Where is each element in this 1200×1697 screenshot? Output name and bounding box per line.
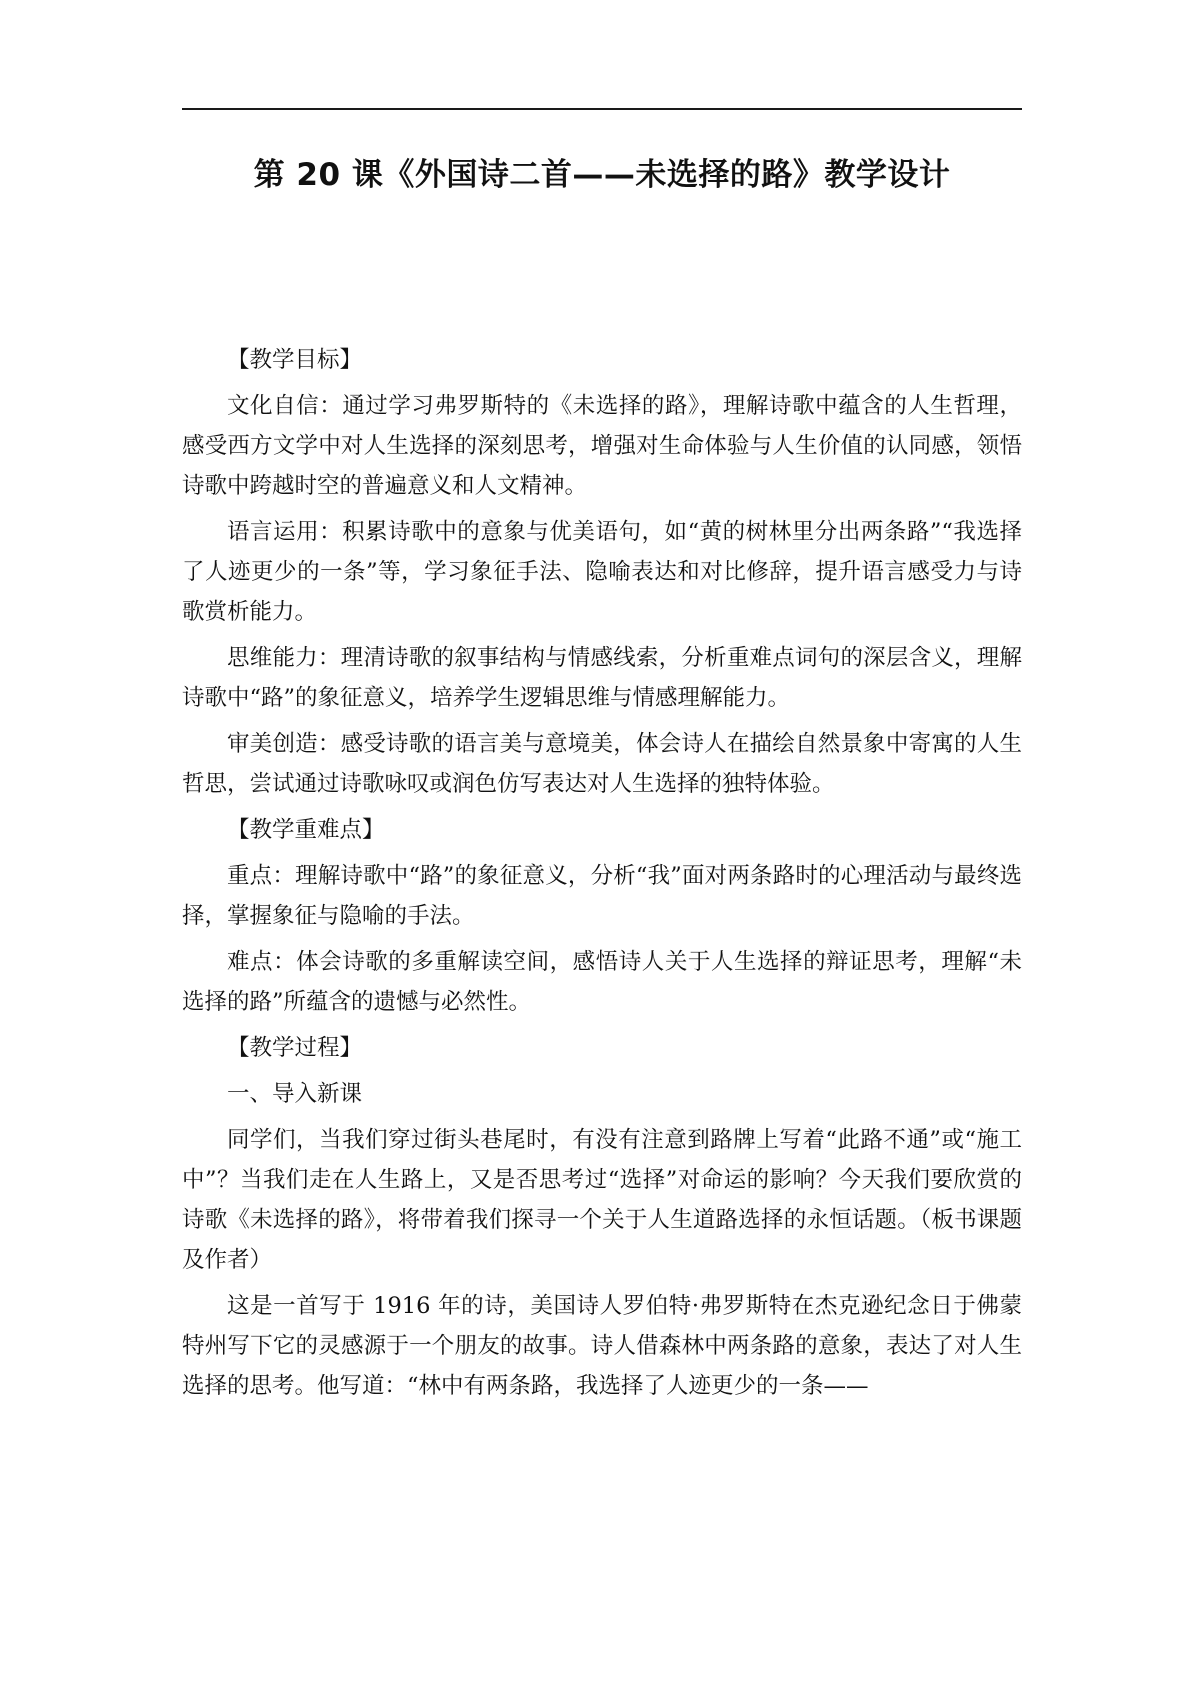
paragraph-thinking-ability: 思维能力：理清诗歌的叙事结构与情感线索，分析重难点词句的深层含义，理解诗歌中“路”的象征意义，培养学生逻辑思维与情感理解能力。 xyxy=(182,645,1022,711)
paragraph-difficulties: 难点：体会诗歌的多重解读空间，感悟诗人关于人生选择的辩证思考，理解“未选择的路”所蕴含的遗憾与必然性。 xyxy=(182,949,1022,1015)
heading-teaching-process: 【教学过程】 xyxy=(227,1035,363,1061)
paragraph-cultural-confidence: 文化自信：通过学习弗罗斯特的《未选择的路》，理解诗歌中蕴含的人生哲理，感受西方文学中对人生选择的深刻思考，增强对生命体验与人生价值的认同感，领悟诗歌中跨越时空的普遍意义和人文精神。 xyxy=(182,393,1022,499)
header-rule xyxy=(182,108,1022,110)
paragraph-aesthetic-creation: 审美创造：感受诗歌的语言美与意境美，体会诗人在描绘自然景象中寄寓的人生哲思，尝试通过诗歌咏叹或润色仿写表达对人生选择的独特体验。 xyxy=(182,731,1022,797)
paragraph-introduction: 同学们，当我们穿过街头巷尾时，有没有注意到路牌上写着“此路不通”或“施工中”？当我们走在人生路上，又是否思考过“选择”对命运的影响？今天我们要欣赏的诗歌《未选择的路》，将带着我们探寻一个关于人生道路选择的永恒话题。（板书课题及作者） xyxy=(182,1127,1022,1273)
paragraph-key-points: 重点：理解诗歌中“路”的象征意义，分析“我”面对两条路时的心理活动与最终选择，掌握象征与隐喻的手法。 xyxy=(182,863,1022,929)
heading-objectives: 【教学目标】 xyxy=(227,347,363,373)
document-title: 第 20 课《外国诗二首——未选择的路》教学设计 xyxy=(253,157,951,193)
paragraph-language-use: 语言运用：积累诗歌中的意象与优美语句，如“黄的树林里分出两条路”“我选择了人迹更少的一条”等，学习象征手法、隐喻表达和对比修辞，提升语言感受力与诗歌赏析能力。 xyxy=(182,519,1022,625)
document-body xyxy=(182,340,1022,1412)
paragraph-background: 这是一首写于 1916 年的诗，美国诗人罗伯特·弗罗斯特在杰克逊纪念日于佛蒙特州写下它的灵感源于一个朋友的故事。诗人借森林中两条路的意象，表达了对人生选择的思考。他写道：“林中有两条路，我选择了人迹更少的一条—— xyxy=(182,1293,1022,1399)
heading-introduction: 一、导入新课 xyxy=(227,1081,363,1107)
heading-key-difficulties: 【教学重难点】 xyxy=(227,817,385,843)
